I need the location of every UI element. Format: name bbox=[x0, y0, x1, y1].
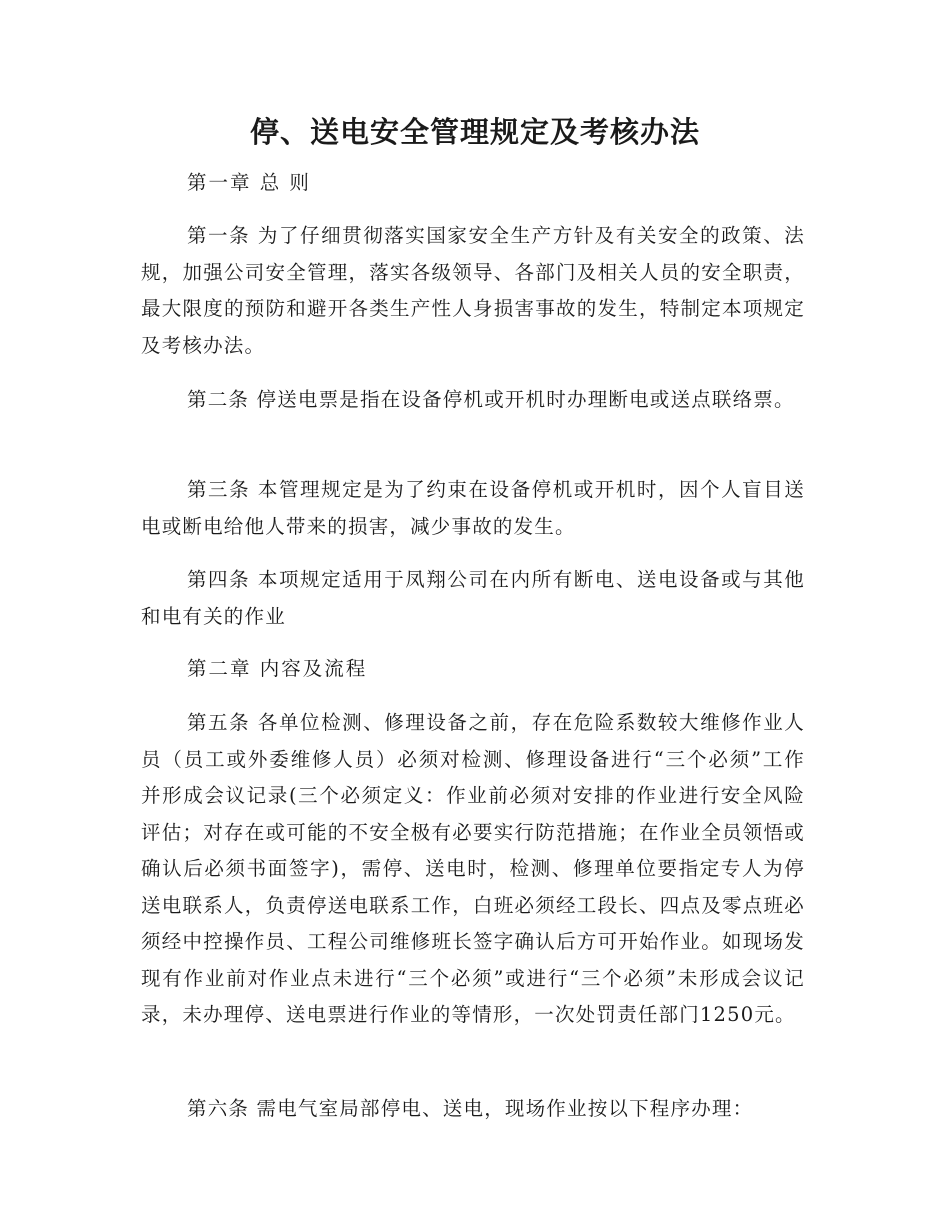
article-4: 第四条 本项规定适用于凤翔公司在内所有断电、送电设备或与其他和电有关的作业 bbox=[141, 568, 805, 628]
article-2: 第二条 停送电票是指在设备停机或开机时办理断电或送点联络票。 bbox=[187, 388, 795, 411]
document-title: 停、送电安全管理规定及考核办法 bbox=[249, 115, 700, 149]
article-3: 第三条 本管理规定是为了约束在设备停机或开机时，因个人盲目送电或断电给他人带来的损害，减少事故的发生。 bbox=[141, 478, 805, 538]
article-1: 第一条 为了仔细贯彻落实国家安全生产方针及有关安全的政策、法规，加强公司安全管理，落实各级领导、各部门及相关人员的安全职责，最大限度的预防和避开各类生产性人身损害事故的发生，特制定本项规定及考核办法。 bbox=[141, 224, 805, 357]
article-5: 第五条 各单位检测、修理设备之前，存在危险系数较大维修作业人员（员工或外委维修人员）必须对检测、修理设备进行“三个必须”工作并形成会议记录(三个必须定义：作业前必须对安排的作业进行安全风险评估；对存在或可能的不安全极有必要实行防范措施；在作业全员领悟或确认后必须书面签字)，需停、送电时，检测、修理单位要指定专人为停送电联系人，负责停送电联系工作，白班必须经工段长、四点及零点班必须经中控操作员、工程公司维修班长签字确认后方可开始作业。如现场发现有作业前对作业点未进行“三个必须”或进行“三个必须”未形成会议记录，未办理停、送电票进行作业的等情形，一次处罚责任部门1250元。 bbox=[141, 711, 805, 1026]
article-6: 第六条 需电气室局部停电、送电，现场作业按以下程序办理： bbox=[187, 1097, 754, 1120]
chapter-2-heading: 第二章 内容及流程 bbox=[187, 657, 368, 680]
chapter-1-heading: 第一章 总 则 bbox=[187, 171, 311, 194]
